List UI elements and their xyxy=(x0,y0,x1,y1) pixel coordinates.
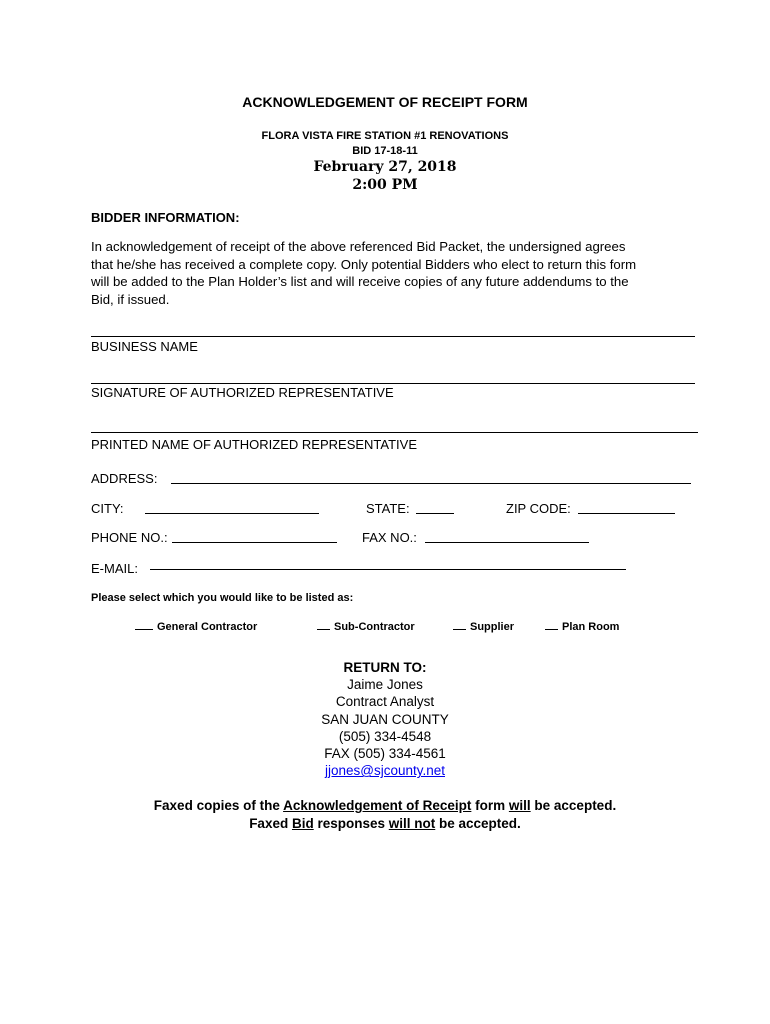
checkbox-blank[interactable] xyxy=(545,619,558,630)
notice-text: be accepted. xyxy=(530,798,617,813)
notice-text: be accepted. xyxy=(435,816,521,831)
phone-label: PHONE NO.: xyxy=(91,530,168,545)
printed-name-label: PRINTED NAME OF AUTHORIZED REPRESENTATIVE xyxy=(91,437,417,452)
business-name-line[interactable] xyxy=(91,336,695,337)
notice-text: form xyxy=(471,798,509,813)
contact-name: Jaime Jones xyxy=(347,677,423,693)
option-label: Plan Room xyxy=(562,621,620,633)
fax-label: FAX NO.: xyxy=(362,530,417,545)
contact-fax: FAX (505) 334-4561 xyxy=(324,746,446,762)
project-name: FLORA VISTA FIRE STATION #1 RENOVATIONS xyxy=(261,130,509,142)
printed-name-line[interactable] xyxy=(91,432,698,433)
business-name-label: BUSINESS NAME xyxy=(91,339,198,354)
bidder-information-heading: BIDDER INFORMATION: xyxy=(91,210,240,225)
notice-text: responses xyxy=(313,816,389,831)
paragraph-line: In acknowledgement of receipt of the above referenced Bid Packet, the undersigned agrees xyxy=(91,239,626,254)
paragraph-line: Bid, if issued. xyxy=(91,291,170,307)
paragraph-line: will be added to the Plan Holder’s list and will receive copies of any future addendums to the xyxy=(91,274,629,289)
option-label: Sub-Contractor xyxy=(334,621,415,633)
notice-text: Faxed copies of the xyxy=(153,798,284,813)
contact-title: Contract Analyst xyxy=(335,694,435,710)
signature-label: SIGNATURE OF AUTHORIZED REPRESENTATIVE xyxy=(91,385,394,400)
fax-notice xyxy=(0,797,770,833)
notice-underlined: Bid xyxy=(291,816,314,831)
contact-org: SAN JUAN COUNTY xyxy=(321,711,449,727)
city-line[interactable] xyxy=(145,513,319,514)
checkbox-blank[interactable] xyxy=(317,619,330,630)
address-label: ADDRESS: xyxy=(91,471,158,486)
state-label: STATE: xyxy=(366,501,410,516)
paragraph-line: that he/she has received a complete copy. Only potential Bidders who elect to return this form xyxy=(91,256,637,272)
bid-time: 2:00 PM xyxy=(352,177,418,193)
city-label: CITY: xyxy=(91,501,124,516)
acknowledgement-paragraph xyxy=(91,238,691,308)
notice-line-1 xyxy=(0,797,770,815)
zip-label: ZIP CODE: xyxy=(506,501,571,516)
option-general-contractor[interactable] xyxy=(135,619,257,633)
notice-underlined: Acknowledgement of Receipt xyxy=(283,798,472,813)
checkbox-blank[interactable] xyxy=(453,619,466,630)
checkbox-blank[interactable] xyxy=(135,619,153,630)
email-label: E-MAIL: xyxy=(91,561,138,576)
phone-line[interactable] xyxy=(172,542,337,543)
address-line[interactable] xyxy=(171,483,691,484)
listing-prompt: Please select which you would like to be listed as: xyxy=(91,592,354,604)
email-line[interactable] xyxy=(150,569,626,570)
contact-phone: (505) 334-4548 xyxy=(338,728,432,744)
state-line[interactable] xyxy=(416,513,454,514)
zip-line[interactable] xyxy=(578,513,675,514)
option-plan-room[interactable] xyxy=(545,619,619,633)
notice-line-2 xyxy=(0,815,770,833)
option-label: Supplier xyxy=(470,621,515,633)
bid-number: BID 17-18-11 xyxy=(352,145,418,157)
return-to-heading: RETURN TO: xyxy=(343,660,427,675)
option-label: General Contractor xyxy=(157,621,258,633)
option-sub-contractor[interactable] xyxy=(317,619,415,633)
notice-underlined: will xyxy=(508,798,531,813)
form-title: ACKNOWLEDGEMENT OF RECEIPT FORM xyxy=(242,94,528,110)
notice-underlined: will not xyxy=(388,816,436,831)
signature-line[interactable] xyxy=(91,383,695,384)
return-to-block xyxy=(0,659,770,779)
notice-text: Faxed xyxy=(249,816,292,831)
fax-line[interactable] xyxy=(425,542,589,543)
contact-email-link[interactable]: jjones@sjcounty.net xyxy=(324,763,446,779)
bid-date: February 27, 2018 xyxy=(313,159,457,175)
option-supplier[interactable] xyxy=(453,619,514,633)
